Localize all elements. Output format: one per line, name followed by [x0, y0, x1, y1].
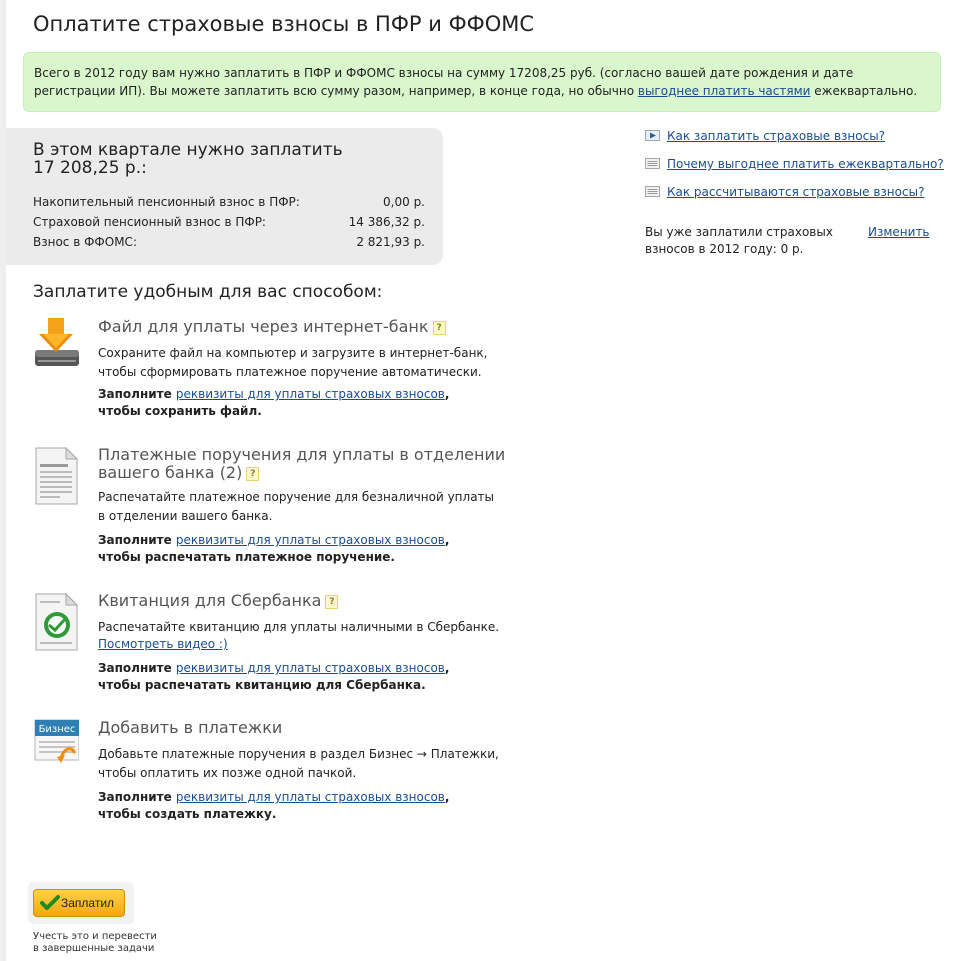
- method-description-line: чтобы сформировать платежное поручение автоматически.: [98, 365, 482, 379]
- watch-video-link[interactable]: Посмотреть видео :): [98, 637, 228, 651]
- method-description-line: Распечатайте квитанцию для уплаты наличными в Сбербанке.: [98, 620, 500, 634]
- method-payment-orders: [33, 445, 506, 576]
- method-description-line: Сохраните файл на компьютер и загрузите в интернет-банк,: [98, 346, 488, 360]
- sidebar-link-label[interactable]: Почему выгоднее платить ежеквартально?: [667, 157, 944, 171]
- method-title-text: Платежные поручения для уплаты в отделении: [98, 445, 506, 464]
- method-description-line: Распечатайте платежное поручение для безналичной уплаты: [98, 490, 495, 504]
- payment-row-value: 14 386,32 р.: [348, 215, 425, 229]
- method-description: [98, 344, 487, 382]
- fill-suffix: ,: [444, 387, 450, 401]
- fill-purpose: чтобы создать платежку.: [98, 807, 277, 821]
- method-internet-bank-file: [33, 317, 488, 428]
- fill-purpose: чтобы распечатать платежное поручение.: [98, 550, 395, 564]
- payment-row-value: 0,00 р.: [383, 195, 425, 209]
- method-video: [98, 635, 228, 654]
- payment-methods-heading: Заплатите удобным для вас способом:: [33, 282, 383, 302]
- fill-purpose: чтобы сохранить файл.: [98, 404, 262, 418]
- quarter-total-amount: 17 208,25 р.:: [33, 158, 147, 178]
- fill-prefix: Заполните: [98, 387, 176, 401]
- help-icon[interactable]: ?: [325, 595, 338, 609]
- notice-text: Всего в 2012 году вам нужно заплатить в ПФР и ФФОМС взносы на сумму 17208,25 руб. (согласно вашей дате рождения и дате регистрации ИП). Вы можете заплатить всю сумму разом, например, в конце года, но обычно: [34, 66, 854, 98]
- method-description: [98, 745, 499, 783]
- checkmark-icon: [40, 895, 60, 911]
- paid-button-label: Заплатил: [61, 896, 115, 910]
- method-title: [98, 318, 446, 336]
- paid-note-line: в завершенные задачи: [33, 943, 155, 954]
- already-paid-line: Вы уже заплатили страховых: [645, 225, 833, 239]
- method-title: [98, 719, 282, 737]
- method-title: [98, 446, 505, 482]
- method-title-text: Файл для уплаты через интернет-банк: [98, 317, 429, 336]
- paid-button[interactable]: [33, 889, 125, 917]
- video-play-icon: [645, 130, 660, 141]
- method-title-text: вашего банка (2): [98, 463, 243, 482]
- fill-details-link[interactable]: реквизиты для уплаты страховых взносов: [175, 533, 445, 547]
- method-description-line: Добавьте платежные поручения в раздел Бизнес → Платежки,: [98, 747, 499, 761]
- fill-details-note: [98, 386, 449, 420]
- payment-row-value: 2 821,93 р.: [356, 235, 425, 249]
- help-icon[interactable]: ?: [246, 467, 259, 481]
- paid-button-wrapper: [28, 882, 134, 924]
- payment-order-document-icon: [33, 446, 79, 506]
- fill-suffix: ,: [444, 533, 450, 547]
- paid-button-note: [33, 931, 173, 955]
- notice-text-end: ежеквартально.: [810, 84, 918, 98]
- pay-in-parts-link[interactable]: выгоднее платить частями: [637, 84, 811, 98]
- download-file-icon: [33, 318, 79, 378]
- fill-details-link[interactable]: реквизиты для уплаты страховых взносов: [175, 790, 445, 804]
- sberbank-receipt-icon: [33, 592, 79, 652]
- fill-prefix: Заполните: [98, 533, 176, 547]
- fill-suffix: ,: [444, 790, 450, 804]
- method-sberbank-receipt: [33, 591, 500, 702]
- method-title-text: Добавить в платежки: [98, 718, 283, 737]
- sidebar-link-label[interactable]: Как заплатить страховые взносы?: [667, 129, 886, 143]
- change-paid-amount-link[interactable]: Изменить: [868, 225, 930, 239]
- method-add-to-payments: [33, 718, 499, 829]
- sidebar-link-label[interactable]: Как рассчитываются страховые взносы?: [667, 185, 925, 199]
- business-icon-label: Бизнес: [38, 724, 76, 735]
- fill-prefix: Заполните: [98, 661, 176, 675]
- notice-box: [23, 52, 941, 112]
- already-paid-amount: взносов в 2012 году: 0 р.: [645, 242, 804, 256]
- payment-row-label: Взнос в ФФОМС:: [33, 235, 137, 249]
- method-title: [98, 592, 338, 610]
- quarter-title-line: В этом квартале нужно заплатить: [33, 140, 343, 160]
- already-paid-text: [645, 224, 845, 258]
- payment-row-label: Страховой пенсионный взнос в ПФР:: [33, 215, 266, 229]
- page-title: Оплатите страховые взносы в ПФР и ФФОМС: [33, 12, 535, 36]
- fill-suffix: ,: [444, 661, 450, 675]
- method-description: [98, 488, 494, 526]
- fill-purpose: чтобы распечатать квитанцию для Сбербанка.: [98, 678, 426, 692]
- article-icon: [645, 186, 660, 197]
- business-payments-icon: [33, 719, 79, 779]
- fill-details-note: [98, 789, 449, 823]
- fill-prefix: Заполните: [98, 790, 176, 804]
- help-icon[interactable]: ?: [433, 321, 446, 335]
- article-icon: [645, 158, 660, 169]
- method-title-text: Квитанция для Сбербанка: [98, 591, 322, 610]
- quarter-title: [33, 141, 343, 177]
- fill-details-link[interactable]: реквизиты для уплаты страховых взносов: [175, 661, 445, 675]
- payment-row-label: Накопительный пенсионный взнос в ПФР:: [33, 195, 300, 209]
- method-description-line: в отделении вашего банка.: [98, 509, 273, 523]
- quarter-payment-box: [6, 128, 443, 265]
- fill-details-note: [98, 660, 449, 694]
- fill-details-note: [98, 532, 449, 566]
- paid-note-line: Учесть это и перевести: [33, 931, 157, 942]
- fill-details-link[interactable]: реквизиты для уплаты страховых взносов: [175, 387, 445, 401]
- method-description-line: чтобы оплатить их позже одной пачкой.: [98, 766, 357, 780]
